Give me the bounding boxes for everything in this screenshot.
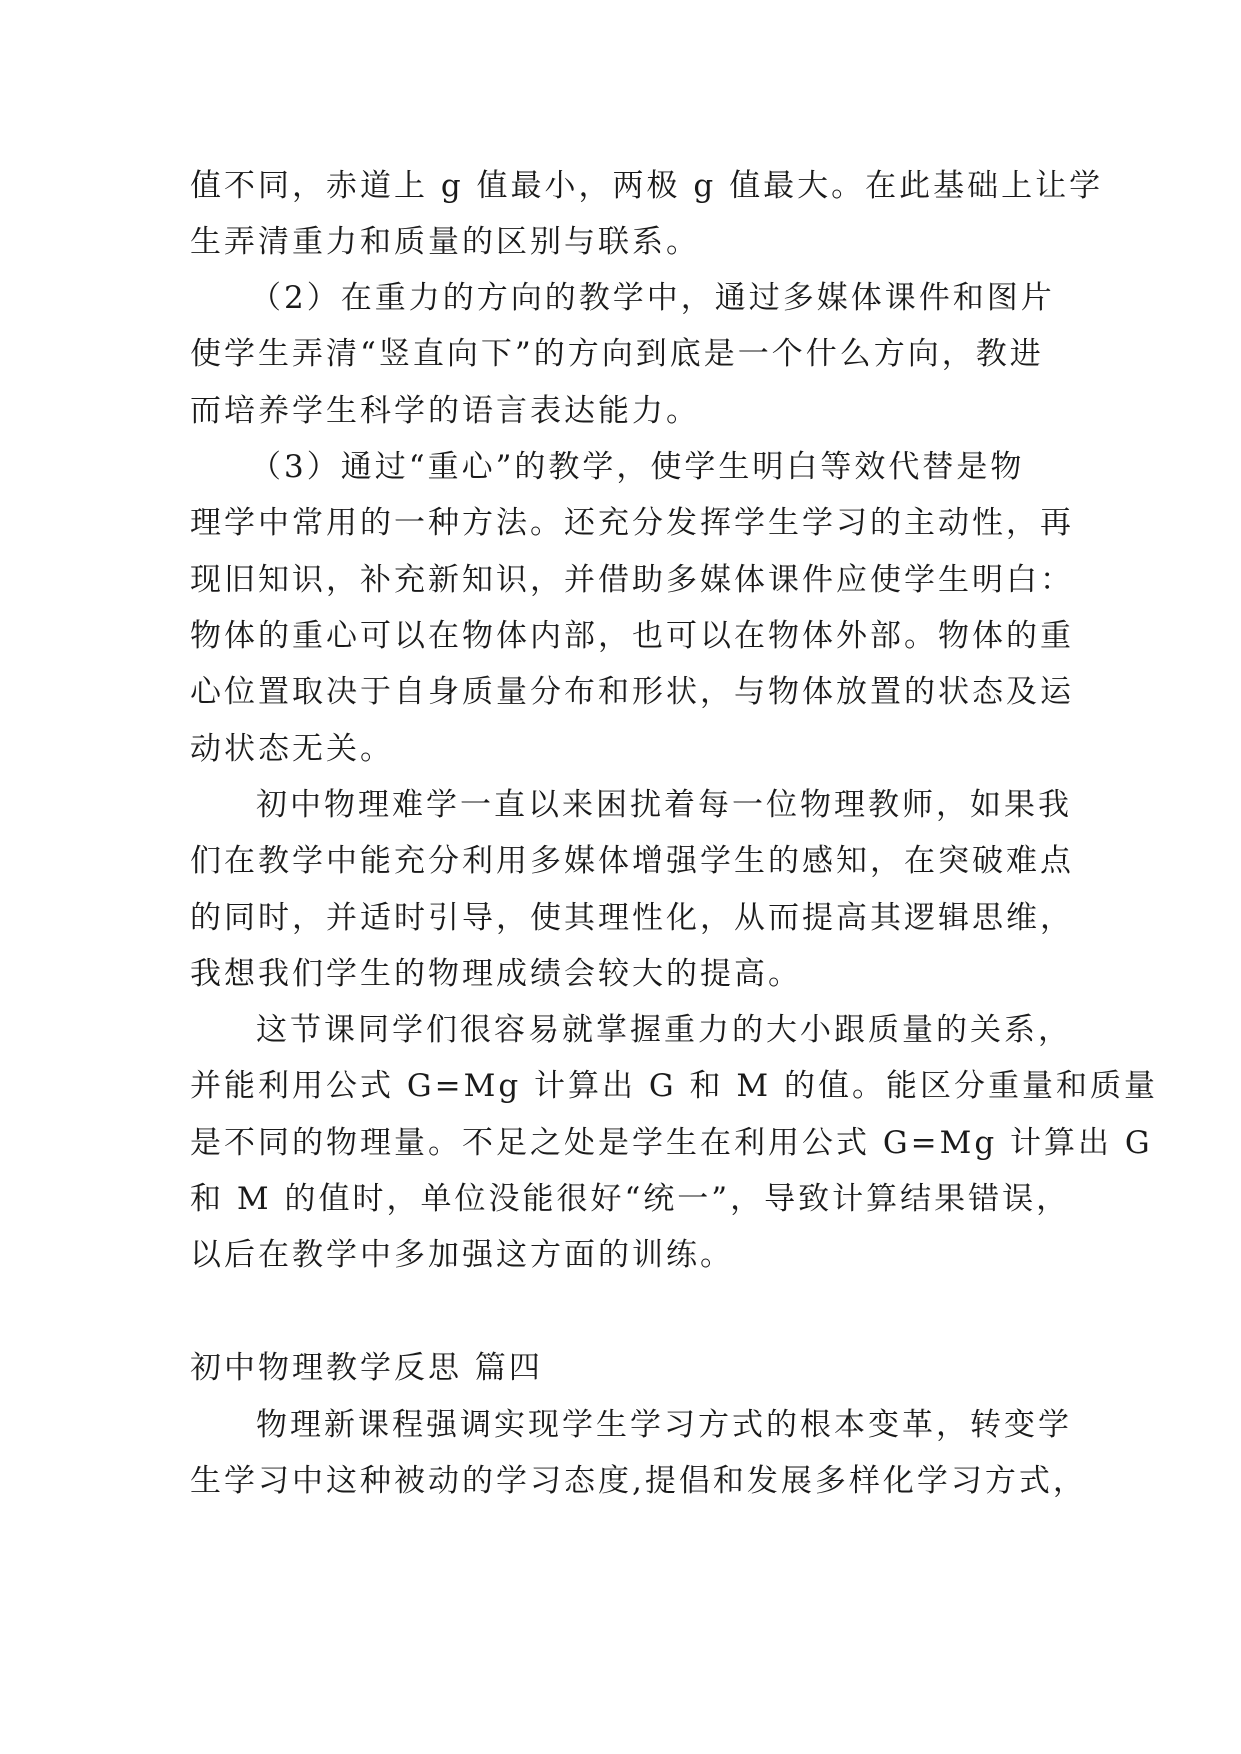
text-line: （2）在重力的方向的教学中，通过多媒体课件和图片 — [250, 280, 1055, 316]
text-line: 的同时，并适时引导，使其理性化，从而提高其逻辑思维， — [190, 900, 1074, 936]
text-line: 值不同，赤道上 g 值最小，两极 g 值最大。在此基础上让学 — [190, 168, 1104, 204]
text-line: 理学中常用的一种方法。还充分发挥学生学习的主动性，再 — [190, 505, 1074, 541]
text-line: 而培养学生科学的语言表达能力。 — [190, 393, 700, 429]
section-heading: 初中物理教学反思 篇四 — [190, 1350, 543, 1386]
text-line: 初中物理难学一直以来困扰着每一位物理教师，如果我 — [256, 787, 1072, 823]
text-line: 生学习中这种被动的学习态度,提倡和发展多样化学习方式， — [190, 1463, 1087, 1499]
text-line: （3）通过“重心”的教学，使学生明白等效代替是物 — [250, 449, 1025, 485]
text-line: 使学生弄清“竖直向下”的方向到底是一个什么方向，教进 — [190, 336, 1044, 372]
text-line: 是不同的物理量。不足之处是学生在利用公式 G=Mg 计算出 G — [190, 1125, 1153, 1161]
text-line: 并能利用公式 G=Mg 计算出 G 和 M 的值。能区分重量和质量 — [190, 1068, 1158, 1104]
text-line: 心位置取决于自身质量分布和形状，与物体放置的状态及运 — [190, 674, 1074, 710]
text-line: 物理新课程强调实现学生学习方式的根本变革，转变学 — [256, 1407, 1072, 1443]
text-line: 物体的重心可以在物体内部，也可以在物体外部。物体的重 — [190, 618, 1074, 654]
text-line: 这节课同学们很容易就掌握重力的大小跟质量的关系， — [256, 1012, 1072, 1048]
text-line: 动状态无关。 — [190, 731, 394, 767]
text-line: 和 M 的值时，单位没能很好“统一”，导致计算结果错误， — [190, 1181, 1071, 1217]
text-line: 我想我们学生的物理成绩会较大的提高。 — [190, 956, 802, 992]
text-line: 现旧知识，补充新知识，并借助多媒体课件应使学生明白： — [190, 562, 1074, 598]
text-line: 以后在教学中多加强这方面的训练。 — [190, 1237, 734, 1273]
text-line: 生弄清重力和质量的区别与联系。 — [190, 224, 700, 260]
text-line: 们在教学中能充分利用多媒体增强学生的感知，在突破难点 — [190, 843, 1074, 879]
